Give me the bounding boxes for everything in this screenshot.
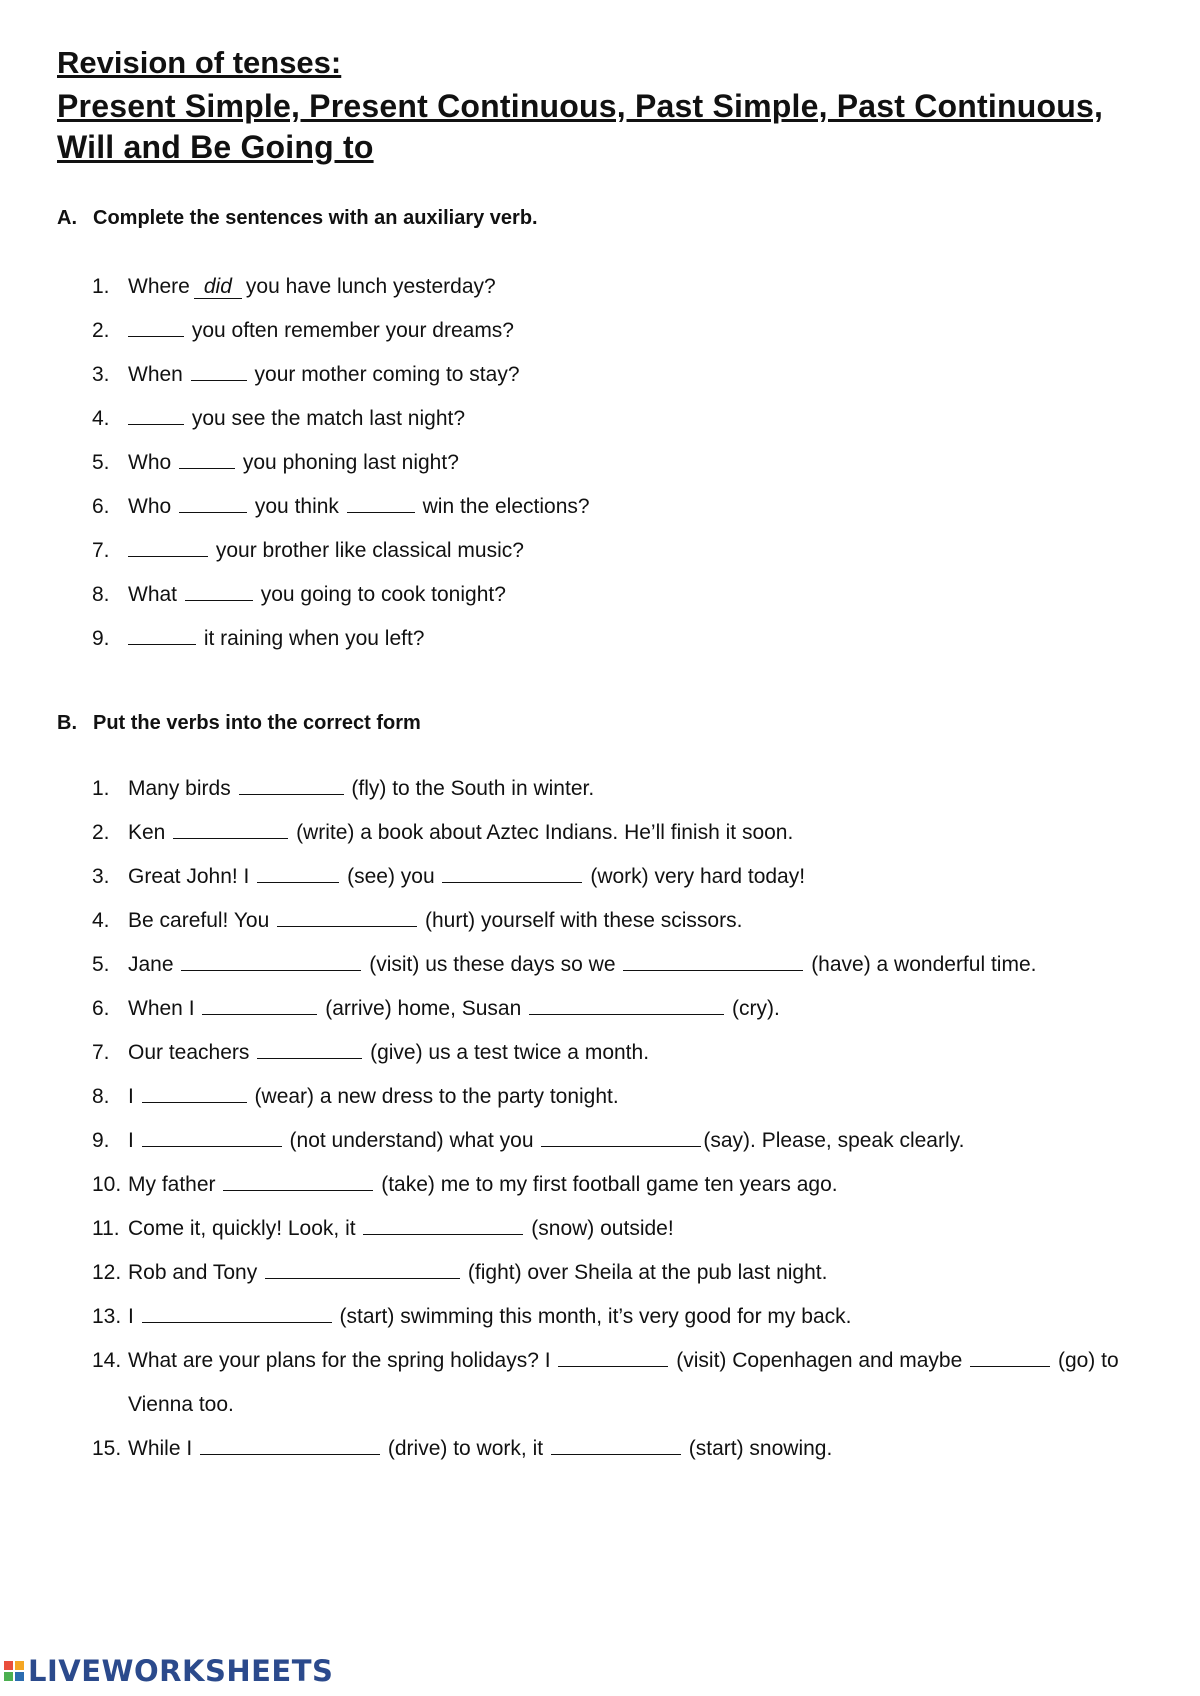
item-number: 2. (92, 821, 110, 844)
answer-blank[interactable] (181, 952, 361, 971)
item-number: 7. (92, 539, 110, 562)
item-text: My father (128, 1173, 216, 1196)
answer-blank[interactable] (128, 538, 208, 557)
item-text: What (128, 583, 178, 606)
item-text: (write) a book about Aztec Indians. He’ll finish it soon. (296, 821, 794, 844)
answer-blank[interactable] (347, 494, 415, 513)
exercise-item (92, 1119, 1142, 1163)
item-number: 6. (92, 997, 110, 1020)
item-text: (fight) over Sheila at the pub last night. (467, 1261, 828, 1284)
answer-blank[interactable]: did (194, 276, 242, 299)
exercise-item (92, 265, 590, 309)
item-text: you think (254, 495, 339, 518)
item-text: I (128, 1305, 134, 1328)
section-b-list (92, 767, 1142, 1471)
answer-blank[interactable] (623, 952, 803, 971)
answer-blank[interactable] (257, 864, 339, 883)
item-text: Our teachers (128, 1041, 250, 1064)
item-text: win the elections? (422, 495, 590, 518)
item-text: (visit) Copenhagen and maybe (676, 1349, 963, 1372)
exercise-item (92, 899, 1142, 943)
item-text: you have lunch yesterday? (245, 275, 496, 298)
section-b-letter: B. (57, 712, 77, 734)
logo-mark-icon (4, 1661, 24, 1681)
logo-square (15, 1672, 24, 1681)
item-text: you phoning last night? (242, 451, 459, 474)
item-number: 3. (92, 363, 110, 386)
answer-blank[interactable] (142, 1304, 332, 1323)
item-text: Jane (128, 953, 174, 976)
item-text: (drive) to work, it (387, 1437, 544, 1460)
item-text: What are your plans for the spring holidays? I (128, 1349, 551, 1372)
answer-blank[interactable] (179, 494, 247, 513)
item-text: While I (128, 1437, 193, 1460)
item-number: 4. (92, 909, 110, 932)
item-text: (visit) us these days so we (369, 953, 616, 976)
item-text: Be careful! You (128, 909, 270, 932)
item-number: 4. (92, 407, 110, 430)
item-text: you often remember your dreams? (191, 319, 514, 342)
item-text: (take) me to my first football game ten years ago. (381, 1173, 838, 1196)
item-text: (fly) to the South in winter. (351, 777, 595, 800)
item-text: you see the match last night? (191, 407, 466, 430)
exercise-item (92, 1031, 1142, 1075)
item-text: (see) you (347, 865, 435, 888)
section-b-heading (57, 712, 421, 735)
exercise-item (92, 529, 590, 573)
answer-blank[interactable] (128, 626, 196, 645)
item-number: 10. (92, 1173, 122, 1196)
item-number: 13. (92, 1305, 122, 1328)
answer-blank[interactable] (179, 450, 235, 469)
answer-blank[interactable] (239, 776, 344, 795)
logo-text: LIVEWORKSHEETS (28, 1654, 334, 1688)
item-number: 6. (92, 495, 110, 518)
exercise-item (92, 1339, 1142, 1427)
exercise-item (92, 485, 590, 529)
item-number: 8. (92, 583, 110, 606)
item-number: 9. (92, 1129, 110, 1152)
item-number: 11. (92, 1217, 120, 1240)
logo-square (4, 1661, 13, 1670)
item-number: 3. (92, 865, 110, 888)
exercise-item (92, 1427, 1142, 1471)
item-text: (cry). (731, 997, 780, 1020)
item-text: your mother coming to stay? (254, 363, 520, 386)
item-number: 5. (92, 953, 110, 976)
item-number: 5. (92, 451, 110, 474)
answer-blank[interactable] (173, 820, 288, 839)
answer-blank[interactable] (551, 1436, 681, 1455)
item-text: Ken (128, 821, 166, 844)
logo-square (15, 1661, 24, 1670)
item-text: Who (128, 495, 172, 518)
item-text: (say). Please, speak clearly. (703, 1129, 965, 1152)
worksheet-title: Revision of tenses: (57, 45, 342, 80)
exercise-item (92, 617, 590, 661)
item-text: Where (128, 275, 190, 298)
answer-blank[interactable] (191, 362, 247, 381)
answer-blank[interactable] (970, 1348, 1050, 1367)
section-a-heading (57, 207, 538, 230)
item-text: Many birds (128, 777, 231, 800)
item-text: When I (128, 997, 195, 1020)
item-text: it raining when you left? (203, 627, 425, 650)
exercise-item (92, 309, 590, 353)
section-b-instruction: Put the verbs into the correct form (93, 712, 421, 734)
item-text: Come it, quickly! Look, it (128, 1217, 356, 1240)
answer-blank[interactable] (277, 908, 417, 927)
item-text: When (128, 363, 183, 386)
answer-blank[interactable] (200, 1436, 380, 1455)
answer-blank[interactable] (265, 1260, 460, 1279)
worksheet-subtitle: Present Simple, Present Continuous, Past Simple, Past Continuous, Will and Be Going to (57, 88, 1104, 165)
item-text: Great John! I (128, 865, 250, 888)
item-number: 1. (92, 275, 110, 298)
item-number: 2. (92, 319, 110, 342)
liveworksheets-logo (4, 1652, 333, 1690)
answer-blank[interactable] (558, 1348, 668, 1367)
answer-blank[interactable] (442, 864, 582, 883)
item-text: (have) a wonderful time. (811, 953, 1037, 976)
answer-blank[interactable] (363, 1216, 523, 1235)
item-text: (snow) outside! (531, 1217, 674, 1240)
exercise-item (92, 573, 590, 617)
item-text: (start) swimming this month, it’s very good for my back. (339, 1305, 852, 1328)
exercise-item (92, 397, 590, 441)
item-number: 1. (92, 777, 110, 800)
exercise-item (92, 1163, 1142, 1207)
exercise-item (92, 987, 1142, 1031)
answer-blank[interactable] (142, 1084, 247, 1103)
item-text: I (128, 1129, 134, 1152)
exercise-item (92, 1207, 1142, 1251)
answer-blank[interactable] (257, 1040, 362, 1059)
exercise-item (92, 767, 1142, 811)
item-text: (start) snowing. (688, 1437, 833, 1460)
item-text: your brother like classical music? (215, 539, 524, 562)
section-a-list (92, 265, 590, 661)
item-text: you going to cook tonight? (260, 583, 506, 606)
answer-blank[interactable] (202, 996, 317, 1015)
item-text: (wear) a new dress to the party tonight. (254, 1085, 619, 1108)
exercise-item (92, 811, 1142, 855)
answer-blank[interactable] (541, 1128, 701, 1147)
item-text: Rob and Tony (128, 1261, 258, 1284)
item-number: 12. (92, 1261, 122, 1284)
item-text: (go) to Vienna too. (128, 1349, 1119, 1416)
item-text: (not understand) what you (289, 1129, 534, 1152)
exercise-item (92, 855, 1142, 899)
exercise-item (92, 943, 1142, 987)
exercise-item (92, 1295, 1142, 1339)
item-number: 8. (92, 1085, 110, 1108)
section-a-letter: A. (57, 207, 77, 229)
item-text: (work) very hard today! (590, 865, 806, 888)
section-a-instruction: Complete the sentences with an auxiliary verb. (93, 207, 538, 229)
exercise-item (92, 353, 590, 397)
item-number: 7. (92, 1041, 110, 1064)
logo-square (4, 1672, 13, 1681)
item-text: Who (128, 451, 172, 474)
exercise-item (92, 1075, 1142, 1119)
exercise-item (92, 1251, 1142, 1295)
answer-blank[interactable] (128, 406, 184, 425)
item-text: I (128, 1085, 134, 1108)
answer-blank[interactable] (185, 582, 253, 601)
item-text: (hurt) yourself with these scissors. (424, 909, 743, 932)
exercise-item (92, 441, 590, 485)
answer-blank[interactable] (142, 1128, 282, 1147)
item-number: 9. (92, 627, 110, 650)
answer-blank[interactable] (128, 318, 184, 337)
item-text: (give) us a test twice a month. (370, 1041, 650, 1064)
answer-blank[interactable] (529, 996, 724, 1015)
item-number: 14. (92, 1349, 122, 1372)
item-number: 15. (92, 1437, 122, 1460)
answer-blank[interactable] (223, 1172, 373, 1191)
item-text: (arrive) home, Susan (325, 997, 522, 1020)
